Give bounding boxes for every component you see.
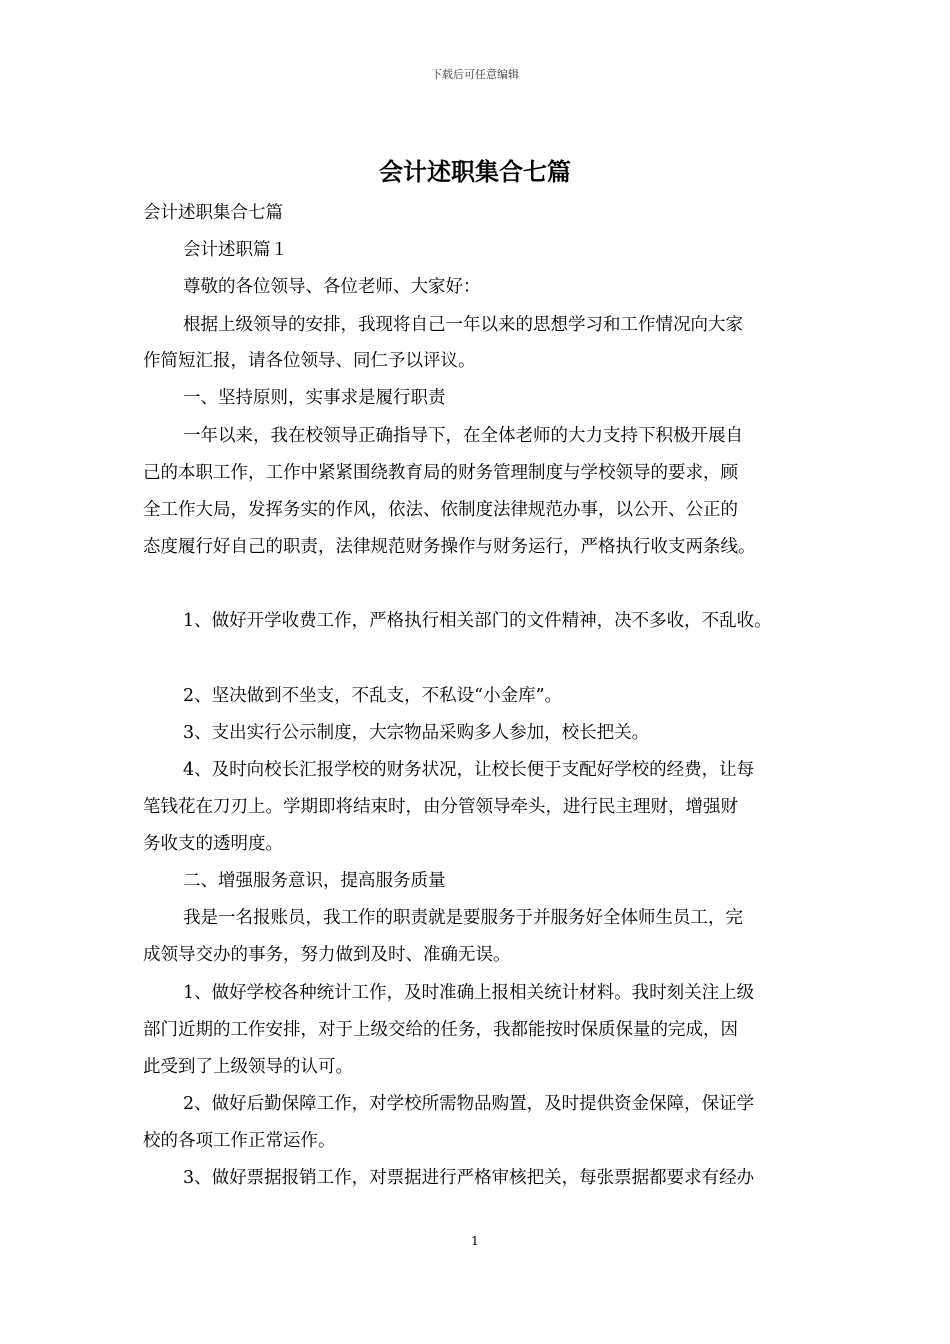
paragraph-line: 此受到了上级领导的认可。	[143, 1057, 353, 1077]
paragraph-line: 校的各项工作正常运作。	[143, 1131, 336, 1151]
paragraph-line: 3、做好票据报销工作，对票据进行严格审核把关，每张票据都要求有经办	[183, 1168, 755, 1188]
paragraph-line: 笔钱花在刀刃上。学期即将结束时，由分管领导牵头，进行民主理财，增强财	[143, 797, 738, 817]
paragraph-line: 我是一名报账员，我工作的职责就是要服务于并服务好全体师生员工，完	[183, 908, 743, 928]
paragraph-line: 成领导交办的事务，努力做到及时、准确无误。	[143, 945, 511, 965]
paragraph-line: 会计述职篇１	[183, 240, 288, 260]
paragraph-line: 4、及时向校长汇报学校的财务状况，让校长便于支配好学校的经费，让每	[183, 760, 755, 780]
paragraph-line: 态度履行好自己的职责，法律规范财务操作与财务运行，严格执行收支两条线。	[143, 537, 756, 557]
paragraph-line: 全工作大局，发挥务实的作风，依法、依制度法律规范办事，以公开、公正的	[143, 500, 738, 520]
paragraph-line: 尊敬的各位领导、各位老师、大家好：	[183, 277, 481, 297]
paragraph-line: 二、增强服务意识，提高服务质量	[183, 871, 446, 891]
paragraph-line: 部门近期的工作安排，对于上级交给的任务，我都能按时保质保量的完成，因	[143, 1020, 738, 1040]
paragraph-line: 2、做好后勤保障工作，对学校所需物品购置，及时提供资金保障，保证学	[183, 1094, 755, 1114]
paragraph-line: 一、坚持原则，实事求是履行职责	[183, 388, 446, 408]
paragraph-line: 会计述职集合七篇	[143, 203, 283, 223]
paragraph-line: 3、支出实行公示制度，大宗物品采购多人参加，校长把关。	[183, 723, 650, 743]
paragraph-line: 务收支的透明度。	[143, 834, 283, 854]
paragraph-line: 一年以来，我在校领导正确指导下，在全体老师的大力支持下积极开展自	[183, 426, 743, 446]
page-number: 1	[471, 1234, 479, 1248]
paragraph-line: 1、做好开学收费工作，严格执行相关部门的文件精神，决不多收，不乱收。	[183, 611, 772, 631]
document-title: 会计述职集合七篇	[379, 158, 571, 186]
paragraph-line: 作简短汇报，请各位领导、同仁予以评议。	[143, 351, 476, 371]
paragraph-line: 己的本职工作，工作中紧紧围绕教育局的财务管理制度与学校领导的要求，顾	[143, 463, 738, 483]
paragraph-line: 2、坚决做到不坐支，不乱支，不私设“小金库”。	[183, 686, 563, 706]
page-header-note: 下载后可任意编辑	[431, 68, 519, 81]
paragraph-line: 根据上级领导的安排，我现将自己一年以来的思想学习和工作情况向大家	[183, 315, 743, 335]
paragraph-line: 1、做好学校各种统计工作，及时准确上报相关统计材料。我时刻关注上级	[183, 983, 755, 1003]
